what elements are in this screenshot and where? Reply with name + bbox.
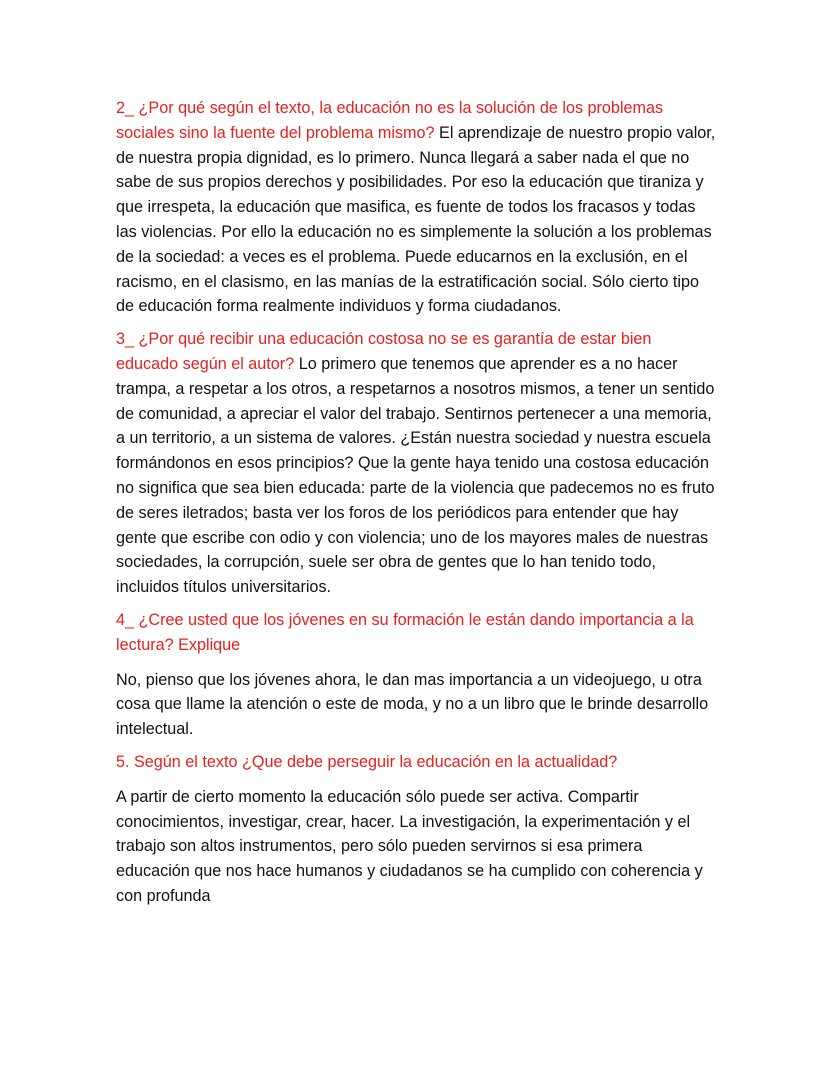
question-5: [116, 750, 716, 775]
answer-4: No, pienso que los jóvenes ahora, le dan mas importancia a un videojuego, u otra cosa que llame la atención o este de moda, y no a un libro que le brinde desarrollo intelectual.: [116, 670, 709, 739]
question-3: 3_ ¿Por qué recibir una educación costosa no se es garantía de estar bien educado según el autor?: [116, 330, 652, 373]
answer-3: Lo primero que tenemos que aprender es a no hacer trampa, a respetar a los otros, a respetarnos a nosotros mismos, a tener un sentido de comunidad, a apreciar el valor del trabajo. Sentirnos pertenecer a una memoria, a un territorio, a un sistema de valores. ¿Están nuestra sociedad y nuestra escuela formándonos en esos principios? Que la gente haya tenido una costosa educación no significa que sea bien educada: parte de la violencia que padecemos no es fruto de seres iletrados; basta ver los foros de los periódicos para entender que hay gente que escribe con odio y con violencia; uno de los mayores males de nuestras sociedades, la corrupción, suele ser obra de gentes que lo han tenido todo, incluidos títulos universitarios.: [116, 354, 715, 597]
section-2: [116, 96, 716, 319]
section-3: [116, 327, 716, 600]
answer-5: A partir de cierto momento la educación sólo puede ser activa. Compartir conocimientos, investigar, crear, hacer. La investigación, la experimentación y el trabajo son altos instrumentos, pero sólo pueden servirnos si esa primera educación que nos hace humanos y ciudadanos se ha cumplido con coherencia y con profunda: [116, 787, 703, 905]
question-4-text: 4_ ¿Cree usted que los jóvenes en su formación le están dando importancia a la lectura? Explique: [116, 610, 694, 654]
question-4: [116, 608, 716, 658]
question-5-text: 5. Según el texto ¿Que debe perseguir la educación en la actualidad?: [116, 752, 618, 771]
answer-2: El aprendizaje de nuestro propio valor, de nuestra propia dignidad, es lo primero. Nunca llegará a saber nada el que no sabe de sus propios derechos y posibilidades. Por eso la educación que tiraniza y que irrespeta, la educación que masifica, es fuente de todos los fracasos y todas las violencias. Por ello la educación no es simplemente la solución a los problemas de la sociedad: a veces es el problema. Puede educarnos en la exclusión, en el racismo, en el clasismo, en las manías de la estratificación social. Sólo cierto tipo de educación forma realmente individuos y forma ciudadanos.: [116, 123, 716, 316]
document-page: [116, 96, 716, 917]
question-2: 2_ ¿Por qué según el texto, la educación no es la solución de los problemas sociales sino la fuente del problema mismo?: [116, 99, 664, 142]
